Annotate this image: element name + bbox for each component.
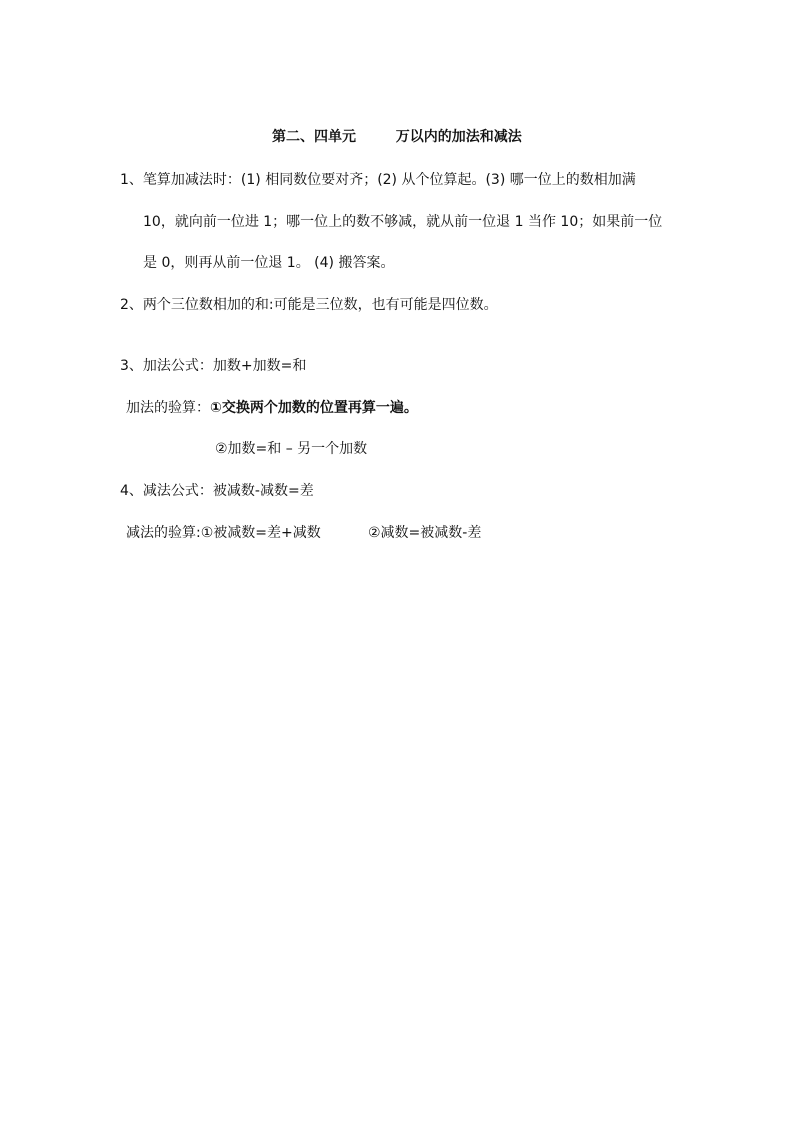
item-3-check [126, 398, 418, 418]
page-title [272, 127, 522, 147]
item-4-check-label: 减法的验算: [126, 525, 201, 541]
item-3-check-method-2: ②加数=和 – 另一个加数 [215, 441, 368, 457]
item-2-line-1: 2、两个三位数相加的和:可能是三位数，也有可能是四位数。 [120, 297, 498, 313]
item-1-line-1: 1、笔算加减法时：(1) 相同数位要对齐；(2) 从个位算起。(3) 哪一位上的数相加满 [120, 172, 636, 188]
item-3-check-method-1: ①交换两个加数的位置再算一遍。 [210, 400, 418, 416]
item-3-check-label: 加法的验算： [126, 400, 210, 416]
item-1-line-3: 是 0，则再从前一位退 1。 (4) 搬答案。 [143, 255, 395, 271]
item-4-formula: 4、减法公式：被减数-减数=差 [120, 483, 314, 499]
item-4-check [126, 523, 321, 543]
item-4-check-method-2: ②减数=被减数-差 [368, 525, 482, 541]
item-4-check-method-1: ①被减数=差+减数 [200, 525, 321, 541]
item-1-line-2: 10，就向前一位进 1；哪一位上的数不够减，就从前一位退 1 当作 10；如果前一位 [143, 214, 663, 230]
title-topic: 万以内的加法和减法 [395, 129, 522, 145]
item-3-formula: 3、加法公式：加数+加数=和 [120, 358, 307, 374]
title-unit: 第二、四单元 [272, 129, 356, 145]
